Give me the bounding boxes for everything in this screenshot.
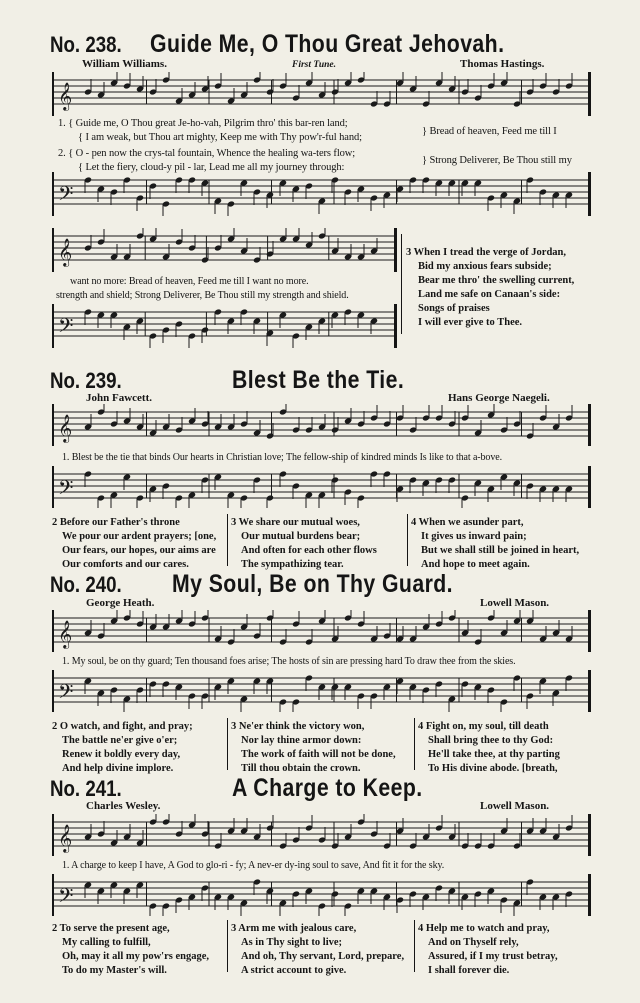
- verse-line: Shall bring thee to thy God:: [428, 735, 554, 746]
- music-staff: [52, 874, 591, 916]
- clef-icon: 𝄞: [58, 824, 73, 852]
- verse-line: Bid my anxious fears subside;: [418, 261, 552, 272]
- hymn-241-header: [50, 774, 456, 803]
- verse-line: 4 Help me to watch and pray,: [418, 923, 550, 934]
- verse-line: It gives us inward pain;: [421, 531, 527, 542]
- hymn-title: Guide Me, O Thou Great Jehovah.: [150, 30, 505, 58]
- verse-line: A strict account to give.: [241, 965, 347, 976]
- hymn-number: No. 239.: [50, 368, 122, 393]
- verse-divider: [227, 920, 228, 972]
- verse-line: Our comforts and our cares.: [62, 559, 189, 570]
- verse-line: But we shall still be joined in heart,: [421, 545, 580, 556]
- hymn-number: No. 238.: [50, 32, 122, 57]
- lyric-line: 1. Blest be the tie that binds Our hearts in Christian love; The fellow-ship of kindred minds Is like to that a-bove.: [62, 452, 502, 463]
- staff-lines: [54, 466, 588, 508]
- staff-lines: [54, 304, 394, 348]
- hymn-number: No. 240.: [50, 572, 122, 597]
- lyric-line: } Bread of heaven, Feed me till I: [422, 126, 557, 137]
- verse-line: Oh, may it all my pow'rs engage,: [62, 951, 209, 962]
- words-credit: William Williams.: [82, 58, 167, 70]
- clef-icon: 𝄢: [58, 680, 74, 708]
- verse-divider: [407, 514, 408, 566]
- verse-line: 3 Ne'er think the victory won,: [231, 721, 365, 732]
- verse-line: And on Thyself rely,: [428, 937, 519, 948]
- words-credit: John Fawcett.: [86, 392, 152, 404]
- verse-2: [52, 516, 216, 572]
- clef-icon: 𝄞: [58, 238, 73, 266]
- verse-line: And hope to meet again.: [421, 559, 530, 570]
- music-credit: Hans George Naegeli.: [448, 392, 550, 404]
- clef-icon: 𝄞: [58, 620, 73, 648]
- music-staff: [52, 404, 591, 446]
- lyric-line: { I am weak, but Thou art mighty, Keep me with Thy pow'r-ful hand;: [78, 132, 362, 143]
- verse-line: He'll take thee, at thy parting: [428, 749, 560, 760]
- verse-line: Assured, if I my trust betray,: [428, 951, 558, 962]
- verse-4: [418, 720, 560, 776]
- music-credit: Lowell Mason.: [480, 800, 550, 812]
- music-staff: [52, 72, 591, 116]
- staff-lines: [54, 670, 588, 712]
- verse-divider: [414, 718, 415, 770]
- words-credit: George Heath.: [86, 597, 155, 609]
- hymn-title: A Charge to Keep.: [232, 774, 423, 802]
- verse-line: Our mutual burdens bear;: [241, 531, 361, 542]
- hymn-239-header: [50, 366, 435, 395]
- verse-line: The sympathizing tear.: [241, 559, 344, 570]
- lyric-line: 1. { Guide me, O Thou great Je-ho-vah, Pilgrim thro' this bar-ren land;: [58, 118, 348, 129]
- verse-line: My calling to fulfill,: [62, 937, 151, 948]
- verse-line: 2 Before our Father's throne: [52, 517, 180, 528]
- clef-icon: 𝄢: [58, 182, 74, 210]
- staff-lines: [54, 874, 588, 916]
- hymn-title: Blest Be the Tie.: [232, 366, 405, 394]
- verse-line: Till thou obtain the crown.: [241, 763, 361, 774]
- staff-lines: [54, 172, 588, 216]
- staff-lines: [54, 814, 588, 856]
- verse-line: Nor lay thine armor down:: [241, 735, 362, 746]
- verse-line: Renew it boldly every day,: [62, 749, 181, 760]
- verse-line: I shall forever die.: [428, 965, 510, 976]
- verse-2: [52, 720, 193, 776]
- verse-line: Bear me thro' the swelling current,: [418, 275, 575, 286]
- verse-3: [231, 516, 377, 572]
- lyric-line: 1. My soul, be on thy guard; Ten thousand foes arise; The hosts of sin are pressing hard To draw thee from the skies.: [62, 656, 516, 667]
- verse-line: Land me safe on Canaan's side:: [418, 289, 561, 300]
- verse-line: I will ever give to Thee.: [418, 317, 523, 328]
- tune-note: First Tune.: [292, 60, 336, 70]
- verse-4: [411, 516, 579, 572]
- music-credit: Thomas Hastings.: [460, 58, 545, 70]
- music-staff: [52, 304, 397, 348]
- clef-icon: 𝄢: [58, 884, 74, 912]
- lyric-line: strength and shield; Strong Deliverer, Be Thou still my strength and shield.: [56, 290, 349, 301]
- music-staff: [52, 814, 591, 856]
- lyric-line: { Let the fiery, cloud-y pil - lar, Lead me all my journey through:: [78, 162, 345, 173]
- verse-divider: [227, 718, 228, 770]
- staff-lines: [54, 404, 588, 446]
- music-credit: Lowell Mason.: [480, 597, 550, 609]
- lyric-line: } Strong Deliverer, Be Thou still my: [422, 155, 572, 166]
- verse-line: 2 O watch, and fight, and pray;: [52, 721, 193, 732]
- verse-line: Our fears, our hopes, our aims are: [62, 545, 216, 556]
- verse-line: 4 Fight on, my soul, till death: [418, 721, 549, 732]
- verse-line: As in Thy sight to live;: [241, 937, 343, 948]
- verse-divider: [401, 234, 402, 334]
- verse-3: [406, 246, 574, 330]
- staff-lines: [54, 610, 588, 652]
- clef-icon: 𝄞: [58, 82, 73, 110]
- verse-line: And oh, Thy servant, Lord, prepare,: [241, 951, 405, 962]
- verse-line: To do my Master's will.: [62, 965, 167, 976]
- staff-lines: [54, 228, 394, 272]
- verse-line: 4 When we asunder part,: [411, 517, 524, 528]
- lyric-line: 1. A charge to keep I have, A God to glo-ri - fy; A nev-er dy-ing soul to save, And fit it for the sky.: [62, 860, 445, 871]
- clef-icon: 𝄢: [58, 314, 74, 342]
- verse-line: 3 Arm me with jealous care,: [231, 923, 357, 934]
- verse-2: [52, 922, 209, 978]
- clef-icon: 𝄞: [58, 414, 73, 442]
- words-credit: Charles Wesley.: [86, 800, 161, 812]
- verse-line: 3 We share our mutual woes,: [231, 517, 360, 528]
- verse-line: We pour our ardent prayers; [one,: [62, 531, 217, 542]
- verse-line: The battle ne'er give o'er;: [62, 735, 178, 746]
- verse-line: The work of faith will not be done,: [241, 749, 396, 760]
- verse-line: 3 When I tread the verge of Jordan,: [406, 247, 567, 258]
- hymn-number: No. 241.: [50, 776, 122, 801]
- verse-3: [231, 922, 404, 978]
- verse-3: [231, 720, 396, 776]
- verse-line: And help divine implore.: [62, 763, 174, 774]
- verse-line: And often for each other flows: [241, 545, 377, 556]
- verse-line: Songs of praises: [418, 303, 490, 314]
- hymn-238-header: [50, 30, 567, 59]
- lyric-line: 2. { O - pen now the crys-tal fountain, Whence the healing wa-ters flow;: [58, 148, 356, 159]
- music-staff: [52, 610, 591, 652]
- verse-divider: [227, 514, 228, 566]
- music-staff: [52, 670, 591, 712]
- staff-lines: [54, 72, 588, 116]
- music-staff: [52, 228, 397, 272]
- verse-line: To His divine abode. [breath,: [428, 763, 558, 774]
- music-staff: [52, 466, 591, 508]
- clef-icon: 𝄢: [58, 476, 74, 504]
- lyric-line: want no more: Bread of heaven, Feed me till I want no more.: [70, 276, 309, 287]
- verse-line: 2 To serve the present age,: [52, 923, 170, 934]
- music-staff: [52, 172, 591, 216]
- verse-divider: [414, 920, 415, 972]
- verse-4: [418, 922, 558, 978]
- hymn-240-header: [50, 570, 503, 599]
- hymn-title: My Soul, Be on Thy Guard.: [172, 570, 454, 598]
